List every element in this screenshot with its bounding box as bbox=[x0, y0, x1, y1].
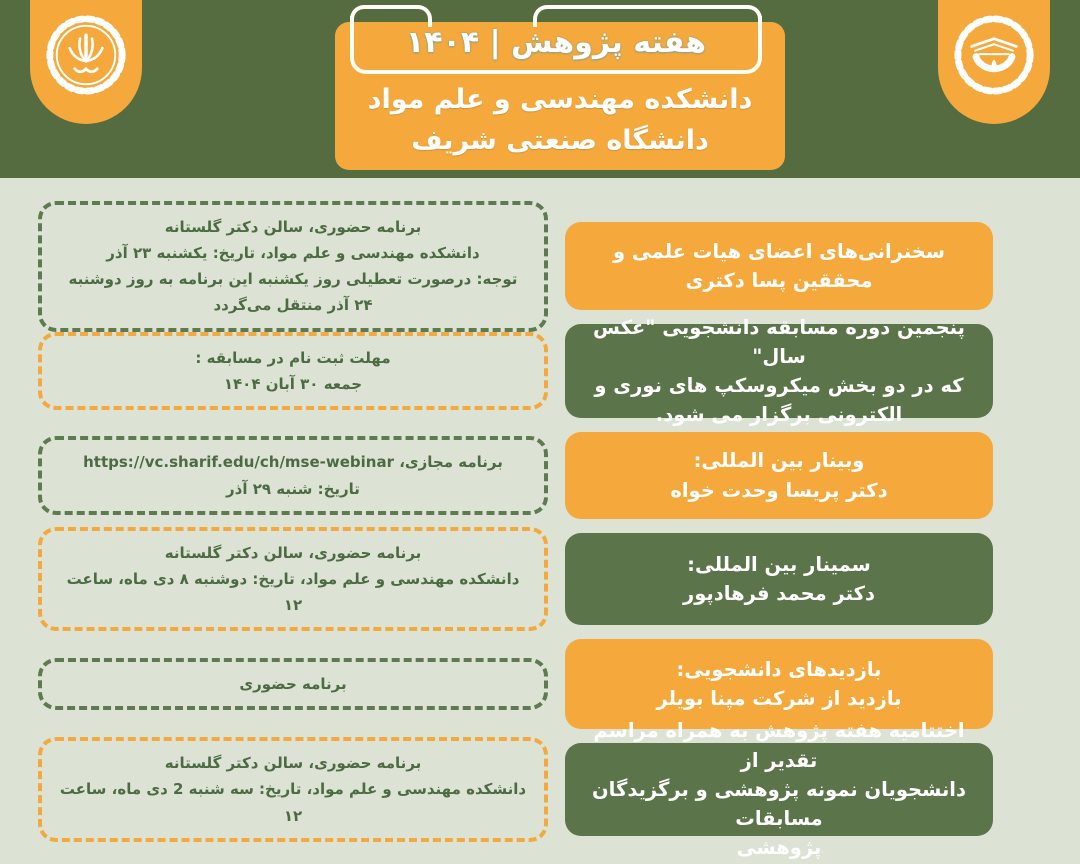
badge-title-text: هفته پژوهش | ۱۴۰۴ bbox=[405, 24, 707, 60]
detail-line: دانشکده مهندسی و علم مواد، تاریخ: سه شنبه 2 دی ماه، ساعت ۱۲ bbox=[59, 780, 527, 825]
detail-line: برنامه حضوری، سالن دکتر گلستانه bbox=[164, 217, 422, 236]
detail-line: برنامه حضوری، سالن دکتر گلستانه bbox=[164, 754, 422, 773]
event-title-box bbox=[565, 432, 993, 519]
detail-line: برنامه حضوری bbox=[239, 674, 347, 693]
detail-line: مهلت ثبت نام در مسابقه : bbox=[195, 348, 391, 367]
event-title-line: وبینار بین المللی: bbox=[693, 449, 865, 473]
title-badge bbox=[350, 16, 762, 74]
event-title-line: بازدید از شرکت مپنا بویلر bbox=[656, 687, 902, 710]
detail-line: دانشکده مهندسی و علم مواد، تاریخ: یکشنبه ۲۳ آذر bbox=[106, 243, 480, 262]
event-details-box bbox=[38, 436, 548, 515]
event-title-box bbox=[565, 719, 993, 860]
event-row-seminar bbox=[38, 533, 993, 625]
sharif-logo-ribbon bbox=[30, 0, 142, 124]
event-title-line: بازدیدهای دانشجویی: bbox=[676, 657, 882, 681]
webinar-url-text: برنامه مجازی، https://vc.sharif.edu/ch/mse-webinar bbox=[83, 453, 503, 472]
event-title-line: پنجمین دوره مسابقه دانشجویی "عکس سال" bbox=[593, 315, 965, 368]
event-details-box bbox=[38, 737, 548, 842]
event-details-box bbox=[38, 332, 548, 411]
event-row-closing-ceremony bbox=[38, 719, 993, 860]
event-title-line: پژوهشی bbox=[736, 836, 822, 860]
event-title-line: اختتامیه هفته پژوهش به همراه مراسم تقدیر از bbox=[593, 719, 965, 772]
detail-line: جمعه ۳۰ آبان ۱۴۰۴ bbox=[223, 375, 363, 393]
event-title-line: محققین پسا دکتری bbox=[685, 269, 873, 292]
event-title-box bbox=[565, 222, 993, 310]
event-title-box bbox=[565, 315, 993, 427]
event-title-line: دانشجویان نمونه پژوهشی و برگزیدگان مسابقات bbox=[592, 777, 966, 831]
detail-line: توجه: درصورت تعطیلی روز یکشنبه این برنامه به روز دوشنبه ۲۴ آذر منتقل می‌گردد bbox=[68, 270, 518, 315]
event-title-line: دکتر محمد فرهادپور bbox=[682, 582, 875, 605]
mse-department-logo-icon bbox=[951, 12, 1037, 98]
detail-line: برنامه حضوری، سالن دکتر گلستانه bbox=[164, 543, 422, 562]
event-row-photo-contest bbox=[38, 315, 993, 427]
detail-line: تاریخ: شنبه ۲۹ آذر bbox=[226, 479, 360, 498]
event-details-box bbox=[38, 527, 548, 632]
event-title-line: دکتر پریسا وحدت خواه bbox=[670, 478, 888, 502]
event-row-lectures bbox=[38, 217, 993, 315]
department-name: دانشکده مهندسی و علم مواد bbox=[367, 83, 753, 115]
event-title-line: سمینار بین المللی: bbox=[687, 552, 871, 576]
event-details-box bbox=[38, 201, 548, 332]
event-details-box bbox=[38, 658, 548, 710]
events-list bbox=[0, 178, 1080, 860]
event-title-line: که در دو بخش میکروسکپ های نوری و bbox=[594, 374, 964, 397]
detail-line: دانشکده مهندسی و علم مواد، تاریخ: دوشنبه ۸ دی ماه، ساعت ۱۲ bbox=[66, 569, 520, 615]
event-row-webinar bbox=[38, 432, 993, 519]
event-title-box bbox=[565, 533, 993, 625]
header-band bbox=[0, 0, 1080, 178]
event-title-line: سخنرانی‌های اعضای هیات علمی و bbox=[613, 239, 945, 263]
university-name: دانشگاه صنعتی شریف bbox=[411, 125, 709, 157]
sharif-university-logo-icon bbox=[43, 12, 129, 98]
mse-logo-ribbon bbox=[938, 0, 1050, 124]
event-title-line: الکترونی برگزار می شود. bbox=[655, 403, 903, 427]
